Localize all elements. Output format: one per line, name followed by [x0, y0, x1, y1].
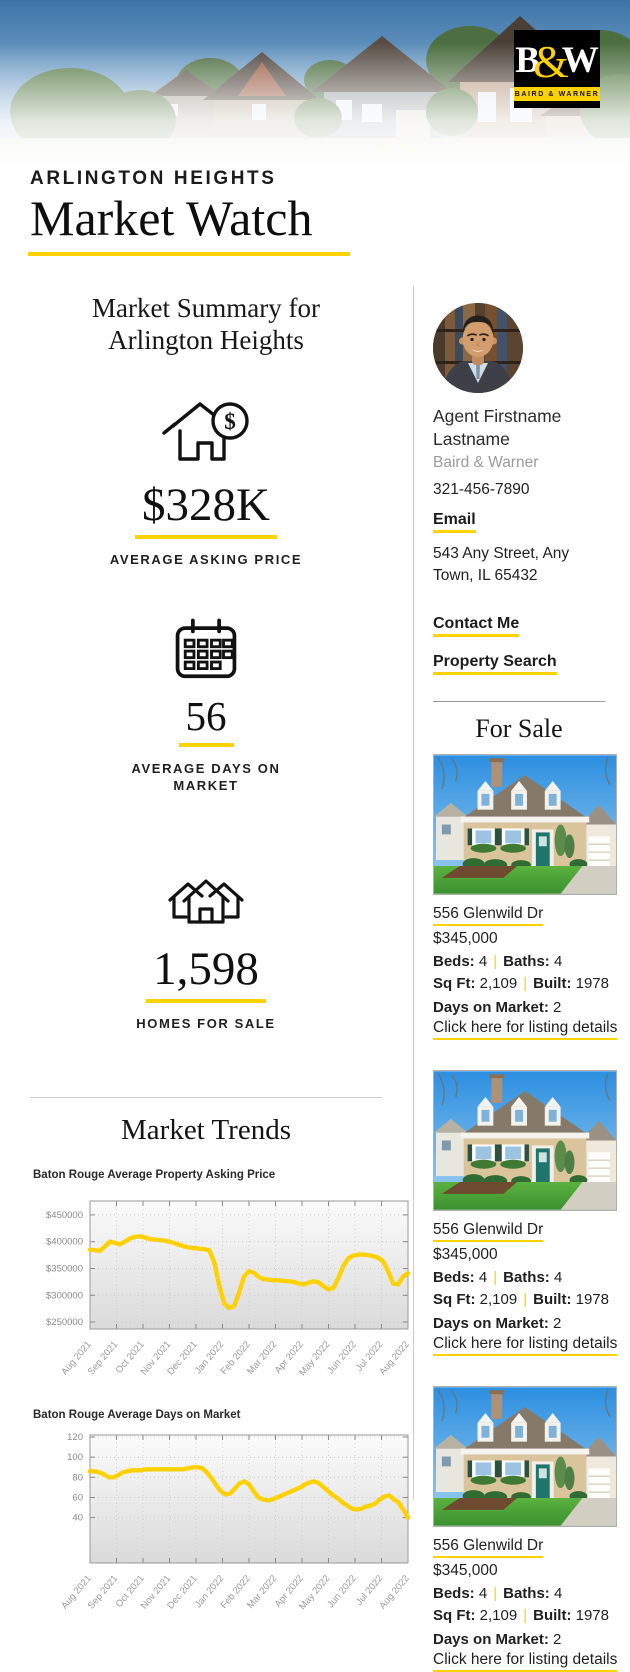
listing-sqft-built: Sq Ft: 2,109 | Built: 1978 — [433, 1290, 609, 1308]
listing-beds-baths: Beds: 4 | Baths: 4 — [433, 1584, 563, 1602]
logo-letters — [514, 33, 600, 87]
svg-text:Dec 2021: Dec 2021 — [165, 1573, 200, 1612]
region-label: ARLINGTON HEIGHTS — [30, 168, 277, 189]
svg-text:$300000: $300000 — [46, 1290, 83, 1302]
svg-text:$400000: $400000 — [46, 1236, 83, 1248]
svg-text:Aug 2022: Aug 2022 — [377, 1573, 412, 1612]
stat-value: 1,598 — [30, 942, 382, 1003]
listing-price: $345,000 — [433, 1561, 498, 1579]
market-trends-heading: Market Trends — [121, 1113, 291, 1146]
summary-heading: Market Summary for Arlington Heights — [92, 293, 320, 356]
listing-days-on-market: Days on Market: 2 — [433, 1314, 562, 1332]
for-sale-divider — [433, 701, 605, 702]
logo-w: W — [561, 39, 599, 81]
stat-homes-for-sale — [30, 795, 382, 1031]
stat-value: $328K — [30, 478, 382, 539]
listing-details-link[interactable]: Click here for listing details — [433, 1651, 617, 1672]
svg-text:100: 100 — [67, 1452, 83, 1464]
listing-photo[interactable] — [433, 1386, 617, 1527]
email-link[interactable]: Email — [433, 511, 476, 533]
market-summary-column — [30, 292, 412, 1613]
svg-text:$: $ — [224, 408, 236, 434]
house-dollar-icon — [158, 393, 254, 472]
svg-text:Feb 2022: Feb 2022 — [218, 1573, 253, 1611]
stat-average-days-on-market — [30, 567, 382, 795]
svg-text:Jun 2022: Jun 2022 — [325, 1573, 359, 1611]
listing-price: $345,000 — [433, 1245, 498, 1263]
svg-text:$250000: $250000 — [46, 1316, 83, 1328]
contact-me-link[interactable]: Contact Me — [433, 615, 519, 637]
svg-text:Jan 2022: Jan 2022 — [192, 1573, 227, 1611]
calendar-icon — [171, 617, 241, 688]
listing-card — [433, 1070, 630, 1356]
svg-text:Aug 2022: Aug 2022 — [377, 1339, 412, 1378]
svg-text:80: 80 — [72, 1472, 83, 1484]
svg-text:120: 120 — [67, 1431, 83, 1443]
svg-text:Nov 2021: Nov 2021 — [138, 1339, 174, 1378]
listing-card — [433, 1386, 630, 1672]
stat-label: HOMES FOR SALE — [136, 1015, 276, 1031]
listing-days-on-market: Days on Market: 2 — [433, 1630, 562, 1648]
listing-photo[interactable] — [433, 1070, 617, 1211]
days-on-market-chart — [30, 1429, 412, 1613]
logo-wordmark: BAIRD & WARNER — [514, 87, 600, 101]
listing-sqft-built: Sq Ft: 2,109 | Built: 1978 — [433, 1606, 609, 1624]
listing-details-link[interactable]: Click here for listing details — [433, 1019, 617, 1040]
page-title: Market Watch — [28, 190, 350, 256]
svg-text:Oct 2021: Oct 2021 — [113, 1339, 147, 1376]
svg-text:Mar 2022: Mar 2022 — [245, 1339, 280, 1377]
logo-ampersand: & — [532, 35, 569, 87]
asking-price-chart — [30, 1189, 412, 1379]
property-search-link[interactable]: Property Search — [433, 653, 557, 675]
days-on-market-chart-title: Baton Rouge Average Days on Market — [33, 1408, 241, 1421]
header — [0, 0, 630, 168]
agent-address: 543 Any Street, Any Town, IL 65432 — [433, 544, 570, 584]
svg-text:Jun 2022: Jun 2022 — [325, 1339, 359, 1377]
svg-text:Aug 2021: Aug 2021 — [59, 1339, 94, 1378]
stat-label: AVERAGE DAYS ON MARKET — [131, 760, 281, 794]
agent-photo — [433, 303, 523, 393]
listing-sqft-built: Sq Ft: 2,109 | Built: 1978 — [433, 974, 609, 992]
svg-text:May 2022: May 2022 — [297, 1573, 333, 1613]
listing-address-link[interactable]: 556 Glenwild Dr — [433, 1537, 543, 1558]
svg-text:Oct 2021: Oct 2021 — [113, 1573, 147, 1610]
svg-text:Nov 2021: Nov 2021 — [138, 1573, 174, 1612]
listing-address-link[interactable]: 556 Glenwild Dr — [433, 1221, 543, 1242]
agent-name: Agent Firstname Lastname — [433, 406, 562, 449]
stat-value: 56 — [30, 692, 382, 747]
svg-text:Feb 2022: Feb 2022 — [218, 1339, 253, 1377]
listing-price: $345,000 — [433, 929, 498, 947]
listing-details-link[interactable]: Click here for listing details — [433, 1335, 617, 1356]
agent-company: Baird & Warner — [433, 453, 539, 471]
listing-beds-baths: Beds: 4 | Baths: 4 — [433, 1268, 563, 1286]
asking-price-chart-title: Baton Rouge Average Property Asking Price — [33, 1168, 276, 1181]
svg-text:40: 40 — [72, 1512, 83, 1524]
listing-photo[interactable] — [433, 754, 617, 895]
svg-text:$350000: $350000 — [46, 1263, 83, 1275]
listing-beds-baths: Beds: 4 | Baths: 4 — [433, 952, 563, 970]
svg-text:Apr 2022: Apr 2022 — [272, 1339, 306, 1376]
logo-b: B — [515, 39, 540, 81]
svg-text:Sep 2021: Sep 2021 — [85, 1573, 121, 1612]
svg-text:60: 60 — [72, 1492, 83, 1504]
agent-and-listings-column — [413, 286, 630, 1668]
svg-text:Jul 2022: Jul 2022 — [353, 1573, 386, 1608]
svg-text:Jul 2022: Jul 2022 — [353, 1339, 386, 1374]
svg-text:Jan 2022: Jan 2022 — [192, 1339, 227, 1377]
agent-phone: 321-456-7890 — [433, 480, 530, 498]
listing-days-on-market: Days on Market: 2 — [433, 998, 562, 1016]
svg-text:May 2022: May 2022 — [297, 1339, 333, 1379]
svg-text:Mar 2022: Mar 2022 — [245, 1573, 280, 1611]
for-sale-heading: For Sale — [475, 713, 563, 743]
svg-text:Sep 2021: Sep 2021 — [85, 1339, 121, 1378]
baird-warner-logo — [514, 30, 600, 108]
listing-card — [433, 754, 630, 1040]
left-divider — [30, 1097, 382, 1098]
houses-icon — [162, 859, 250, 932]
masthead — [30, 168, 350, 256]
svg-text:Apr 2022: Apr 2022 — [272, 1573, 306, 1610]
stat-average-asking-price — [30, 357, 382, 567]
stat-label: AVERAGE ASKING PRICE — [109, 551, 303, 567]
svg-text:Dec 2021: Dec 2021 — [165, 1339, 200, 1378]
svg-text:$450000: $450000 — [46, 1209, 83, 1221]
listing-address-link[interactable]: 556 Glenwild Dr — [433, 905, 543, 926]
svg-text:Aug 2021: Aug 2021 — [59, 1573, 94, 1612]
